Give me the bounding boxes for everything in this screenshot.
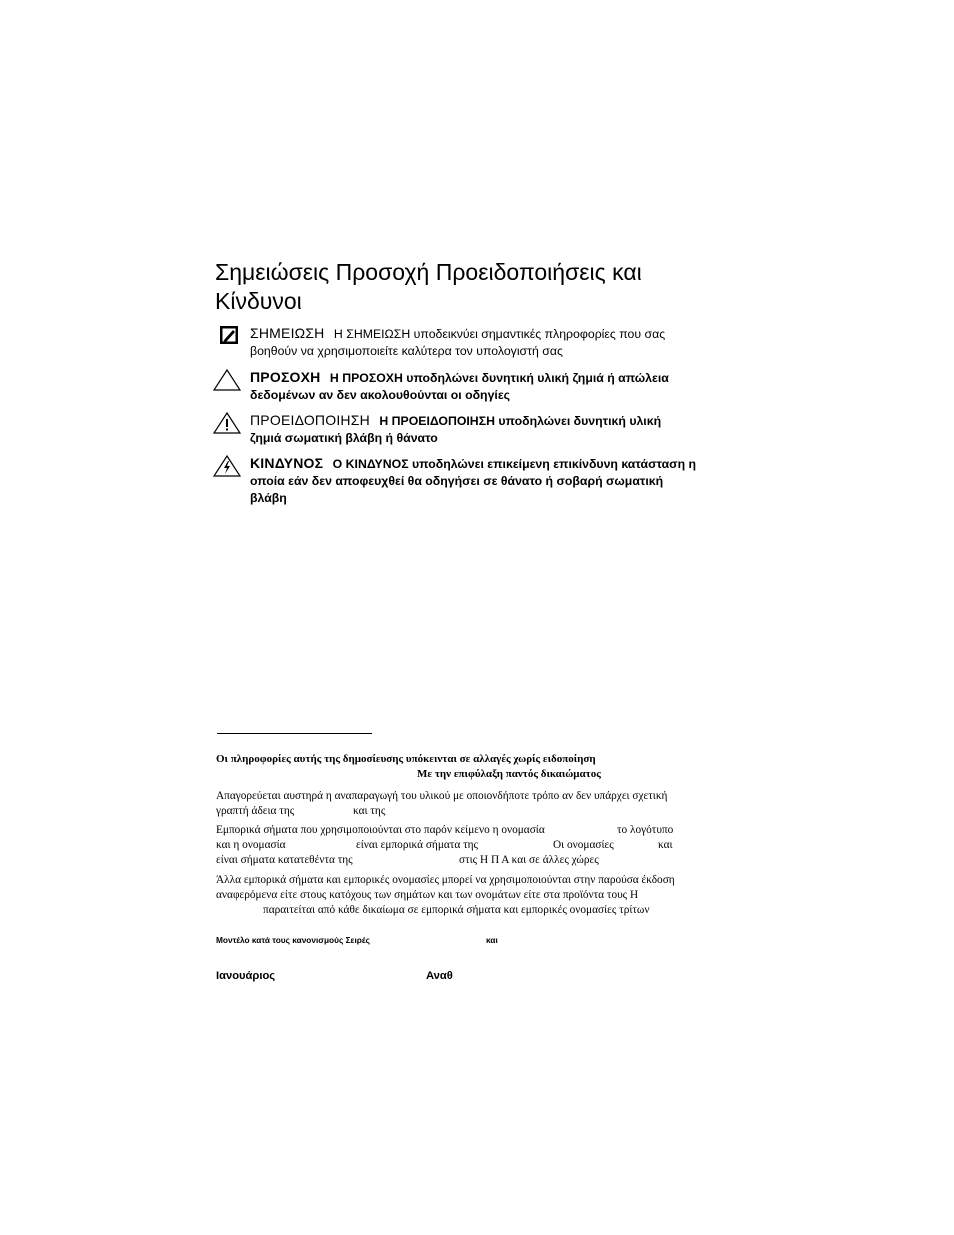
tm-line-1b: το λογότυπο — [617, 824, 674, 836]
note-text-line-2: βοηθούν να χρησιμοποιείτε καλύτερα τον υπολογιστή σας — [250, 344, 563, 358]
repro-line-1: Απαγορεύεται αυστηρά η αναπαραγωγή του υλικού με οποιονδήποτε τρόπο αν δεν υπάρχει σχετική — [216, 790, 668, 802]
pencil-note-icon — [213, 325, 241, 351]
tm-line-2d: και — [658, 839, 673, 851]
tm-line-2c: Οι ονομασίες — [553, 839, 614, 851]
caution-text-line-1: Η ΠΡΟΣΟΧΗ υποδηλώνει δυνητική υλική ζημιά ή απώλεια — [329, 371, 669, 385]
tm-line-2a: και η ονομασία — [216, 839, 286, 851]
title-line-2: Κίνδυνοι — [215, 288, 302, 314]
divider-rule — [217, 733, 372, 734]
tm-line-3b: στις Η Π Α και σε άλλες χώρες — [459, 854, 599, 866]
note-text-line-1: Η ΣΗΜΕΙΩΣΗ υποδεικνύει σημαντικές πληροφορίες που σας — [333, 327, 666, 341]
danger-label: ΚΙΝΔΥΝΟΣ — [250, 455, 324, 471]
tm-line-2b: είναι εμπορικά σήματα της — [356, 839, 479, 851]
model-label: Μοντέλο κατά τους κανονισμούς Σειρές — [216, 935, 370, 945]
other-line-1: Άλλα εμπορικά σήματα και εμπορικές ονομασίες μπορεί να χρησιμοποιούνται στην παρούσα έκδοση — [216, 874, 675, 886]
tm-line-1a: Εμπορικά σήματα που χρησιμοποιούνται στο παρόν κείμενο η ονομασία — [216, 824, 545, 836]
repro-line-2a: γραπτή άδεια της — [216, 805, 295, 817]
warning-text-line-1: Η ΠΡΟΕΙΔΟΠΟΙΗΣΗ υποδηλώνει δυνητική υλική — [379, 414, 662, 428]
other-trademarks-paragraph — [216, 873, 726, 918]
page-title — [215, 258, 775, 316]
model-and: και — [486, 935, 498, 945]
other-line-3: παραιτείται από κάθε δικαίωμα σε εμπορικά σήματα και εμπορικές ονομασίες τρίτων — [263, 904, 650, 916]
info-notice-line-2: Με την επιφύλαξη παντός δικαιώματος — [417, 768, 601, 780]
trademarks-paragraph — [216, 823, 726, 868]
revision-label: Αναθ — [426, 970, 453, 982]
warning-exclamation-icon — [213, 412, 241, 438]
repro-line-2b: και της — [353, 805, 386, 817]
warning-text-line-2: ζημιά σωματική βλάβη ή θάνατο — [250, 431, 438, 445]
warning-label: ΠΡΟΕΙΔΟΠΟΙΗΣΗ — [250, 412, 370, 428]
danger-text-line-2: οποία εάν δεν αποφευχθεί θα οδηγήσει σε θάνατο ή σοβαρή σωματική — [250, 474, 664, 488]
note-label: ΣΗΜΕΙΩΣΗ — [250, 325, 325, 341]
caution-text-line-2: δεδομένων αν δεν ακολουθούνται οι οδηγίες — [250, 388, 511, 402]
publication-month: Ιανουάριος — [216, 970, 276, 982]
danger-lightning-icon — [213, 455, 241, 481]
other-line-2: αναφερόμενα είτε στους κατόχους των σημάτων και των ονομάτων είτε στα προϊόντα τους Η — [216, 889, 639, 901]
reproduction-paragraph — [216, 789, 726, 819]
caution-label: ΠΡΟΣΟΧΗ — [250, 369, 321, 385]
tm-line-3a: είναι σήματα κατατεθέντα της — [216, 854, 353, 866]
title-line-1: Σημειώσεις Προσοχή Προειδοποιήσεις και — [215, 259, 642, 285]
caution-triangle-icon — [213, 369, 241, 395]
danger-text-line-3: βλάβη — [250, 491, 287, 505]
danger-text-line-1: Ο ΚΙΝΔΥΝΟΣ υποδηλώνει επικείμενη επικίνδυνη κατάσταση η — [332, 457, 697, 471]
info-notice-line-1: Οι πληροφορίες αυτής της δημοσίευσης υπόκεινται σε αλλαγές χωρίς ειδοποίηση — [216, 753, 596, 765]
